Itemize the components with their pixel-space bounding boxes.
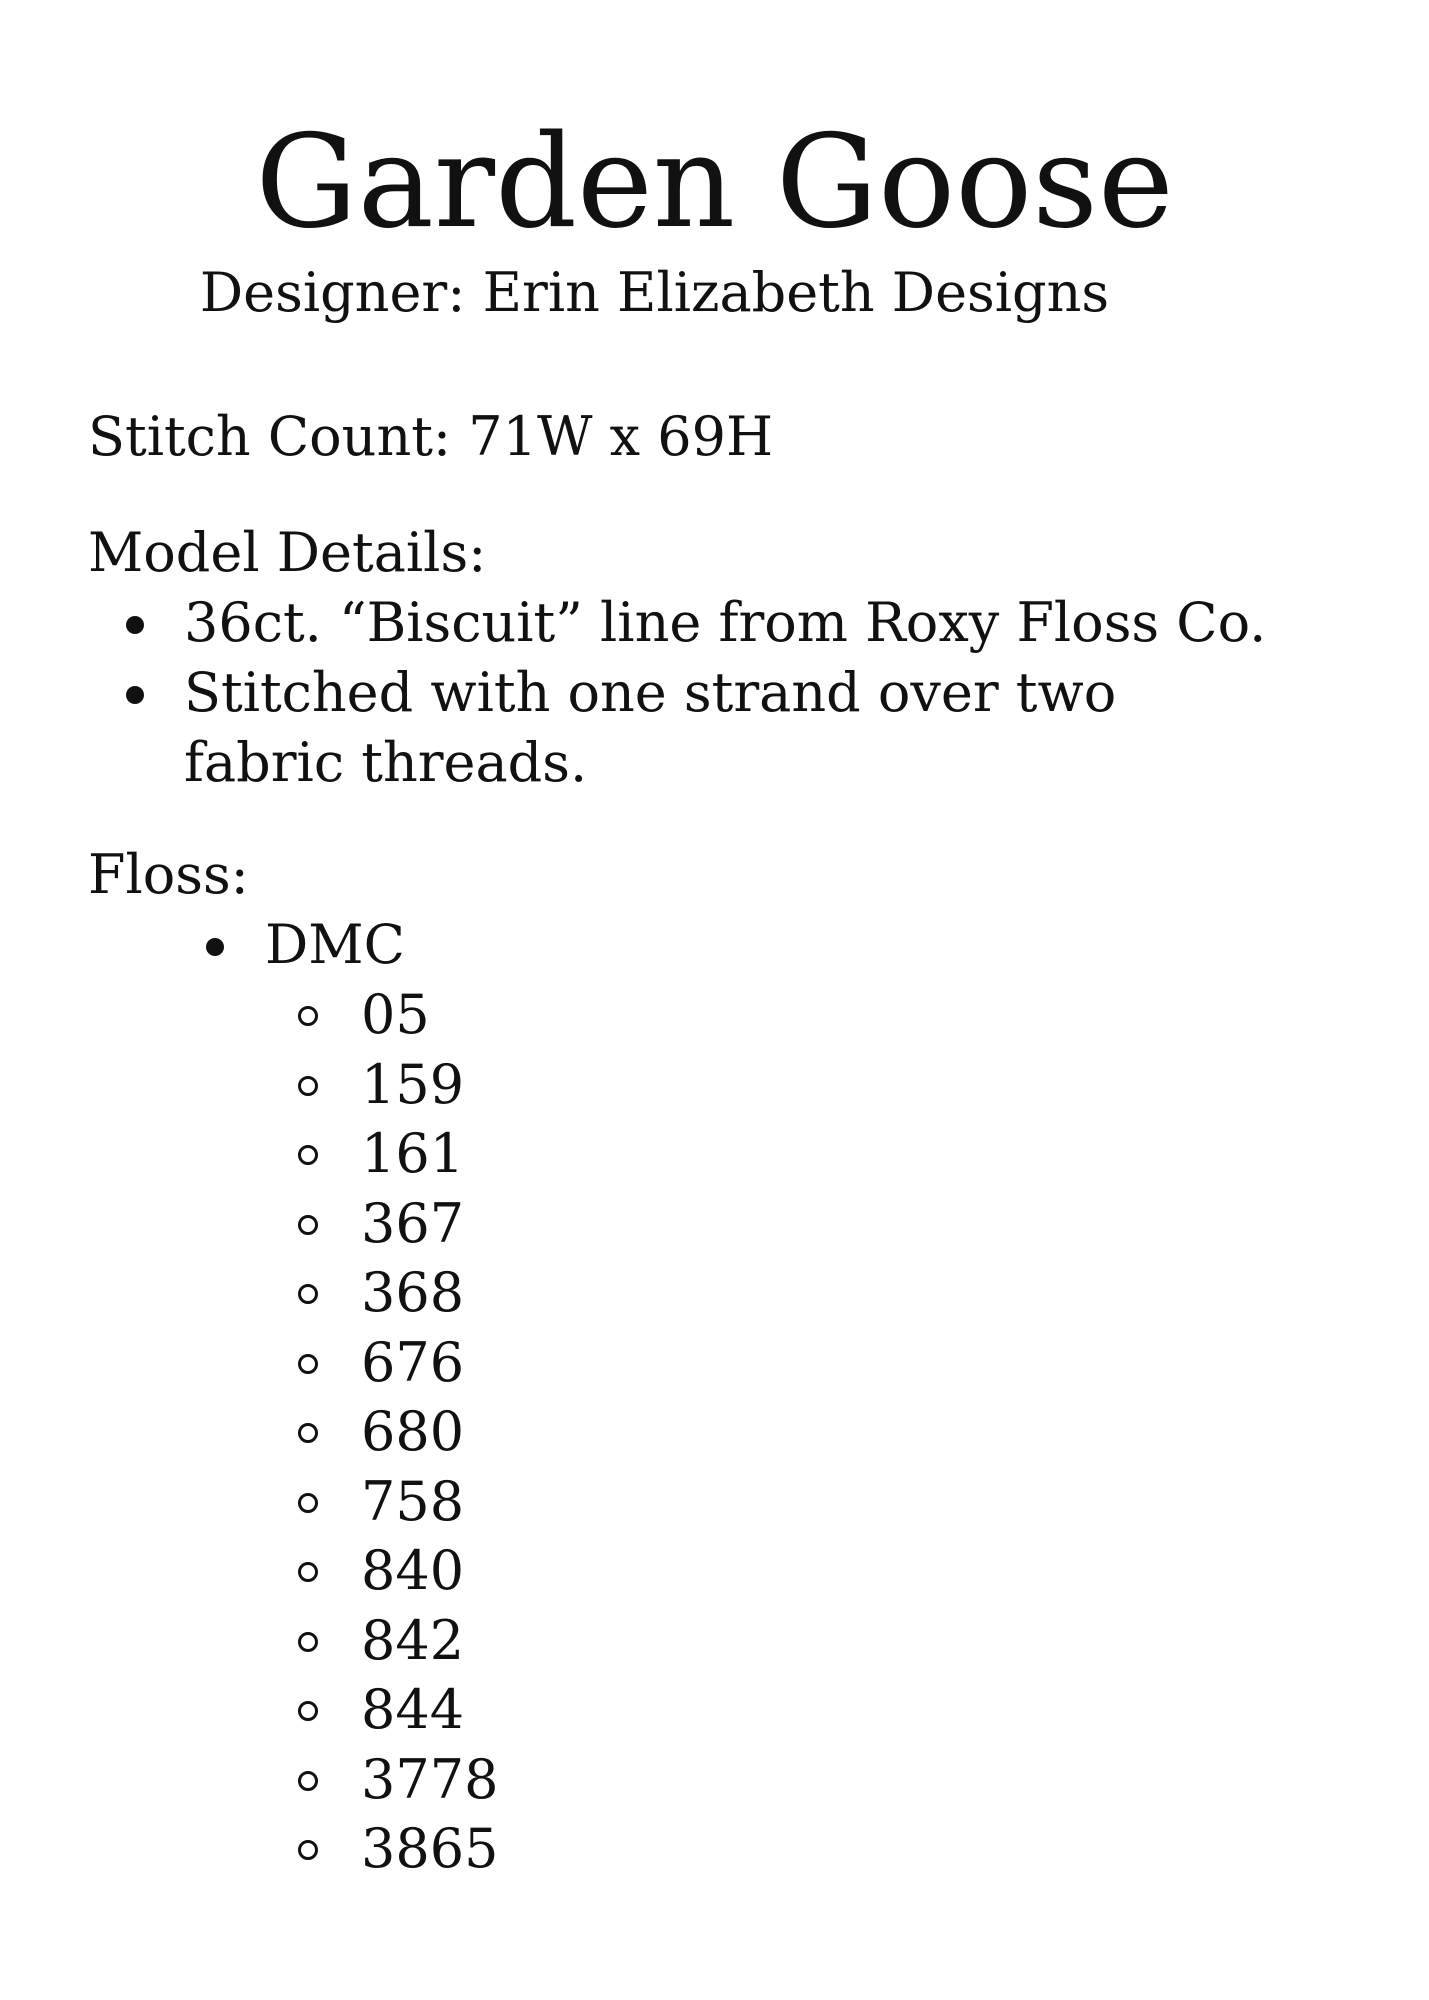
floss-color-code: 676: [361, 1330, 465, 1394]
floss-color-code: 842: [361, 1608, 465, 1672]
list-item: [268, 1258, 498, 1328]
bullet-circle-icon: [298, 1006, 318, 1026]
floss-color-code: 161: [361, 1122, 465, 1185]
list-item: [268, 1467, 498, 1537]
bullet-circle-icon: [298, 1493, 318, 1513]
model-detail-fabric: 36ct. “Biscuit” line from Roxy Floss Co.: [184, 591, 1267, 654]
floss-color-code: 05: [361, 983, 430, 1046]
bullet-circle-icon: [298, 1701, 318, 1721]
floss-color-code: 758: [361, 1469, 465, 1533]
floss-color-code: 368: [361, 1261, 465, 1324]
bullet-circle-icon: [298, 1076, 318, 1096]
list-item: [268, 1675, 498, 1745]
bullet-circle-icon: [298, 1145, 318, 1165]
bullet-circle-icon: [298, 1423, 318, 1443]
floss-heading: Floss:: [88, 843, 249, 906]
model-detail-strands: Stitched with one strand over two fabric threads.: [184, 661, 1117, 794]
model-details-list: [88, 588, 1268, 798]
list-item: [268, 1328, 498, 1398]
list-item: [268, 1397, 498, 1467]
bullet-disc-icon: [126, 686, 144, 704]
list-item: [268, 1536, 498, 1606]
list-item: [268, 1745, 498, 1815]
list-item: [88, 588, 1268, 658]
bullet-circle-icon: [298, 1632, 318, 1652]
list-item: [268, 1050, 498, 1120]
floss-color-code: 844: [361, 1678, 465, 1741]
floss-color-code: 840: [361, 1539, 465, 1602]
floss-color-code: 159: [361, 1052, 465, 1116]
floss-color-code: 3778: [361, 1747, 499, 1811]
bullet-circle-icon: [298, 1215, 318, 1235]
bullet-circle-icon: [298, 1562, 318, 1582]
floss-color-code: 3865: [361, 1817, 499, 1880]
list-item: [88, 658, 1268, 798]
bullet-disc-icon: [126, 616, 144, 634]
stitch-count: Stitch Count: 71W x 69H: [88, 405, 774, 468]
floss-color-code: 680: [361, 1400, 465, 1463]
floss-color-code: 367: [361, 1191, 465, 1255]
list-item: [268, 1189, 498, 1259]
list-item: [268, 980, 498, 1050]
page-title: Garden Goose: [255, 108, 1174, 257]
bullet-circle-icon: [298, 1284, 318, 1304]
bullet-circle-icon: [298, 1840, 318, 1860]
bullet-disc-icon: [206, 938, 224, 956]
bullet-circle-icon: [298, 1771, 318, 1791]
model-details-heading: Model Details:: [88, 521, 487, 584]
floss-brand-label: DMC: [265, 913, 405, 976]
list-item: [268, 1606, 498, 1676]
list-item: [268, 1119, 498, 1189]
floss-brand-item: [176, 910, 405, 980]
list-item: [268, 1814, 498, 1884]
floss-color-list: [268, 980, 498, 1884]
bullet-circle-icon: [298, 1354, 318, 1374]
designer-line: Designer: Erin Elizabeth Designs: [199, 261, 1110, 324]
